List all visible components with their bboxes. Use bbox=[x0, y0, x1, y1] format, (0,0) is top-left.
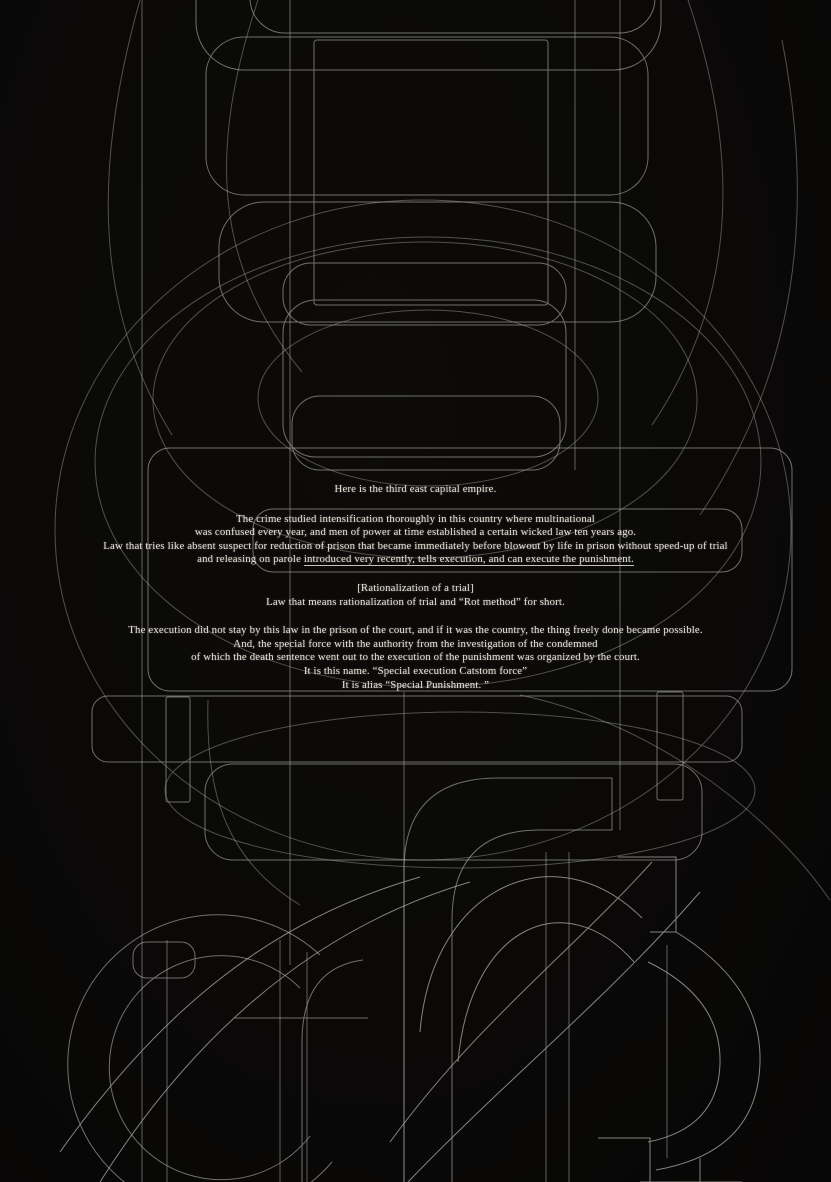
bracket-heading: [Rationalization of a trial] bbox=[357, 581, 474, 594]
spacer bbox=[0, 609, 831, 624]
paragraph1-line: Law that tries like absent suspect for reduction of prison that became immediately before blowout by life in prison without speed-up of trial bbox=[103, 539, 728, 552]
giant-s-letterform bbox=[60, 857, 760, 1182]
top-letterforms bbox=[196, 0, 661, 470]
paragraph2-line: It is alias “Special Punishment. ” bbox=[341, 678, 490, 691]
paragraph2-line: And, the special force with the authority from the investigation of the condemned bbox=[233, 637, 598, 650]
paragraph1-line: The crime studied intensification thoroughly in this country where multinational bbox=[236, 512, 595, 525]
intro-line: Here is the third east capital empire. bbox=[334, 483, 497, 495]
lower-left-letterforms bbox=[68, 778, 612, 1182]
spacer bbox=[0, 567, 831, 582]
paragraph1-line-prefix: and releasing on parole bbox=[197, 553, 304, 566]
paragraph2-line: The execution did not stay by this law in the prison of the court, and if it was the country, the thing freely done became possible. bbox=[128, 624, 703, 637]
prologue-text-block bbox=[0, 483, 831, 692]
paragraph2-line: It is this name. “Special execution Catstom force” bbox=[303, 664, 528, 677]
paragraph1-underlined-segment: introduced very recently, tells execution, and can execute the punishment. bbox=[303, 553, 634, 566]
paragraph1-line: was confused every year, and men of power at time established a certain wicked law ten years ago. bbox=[194, 526, 637, 539]
paragraph2-line: of which the death sentence went out to the execution of the punishment was organized by the court. bbox=[191, 651, 640, 664]
paragraph1-line bbox=[0, 553, 831, 567]
bracket-heading-sub: Law that means rationalization of trial and “Rot method” for short. bbox=[266, 595, 565, 608]
